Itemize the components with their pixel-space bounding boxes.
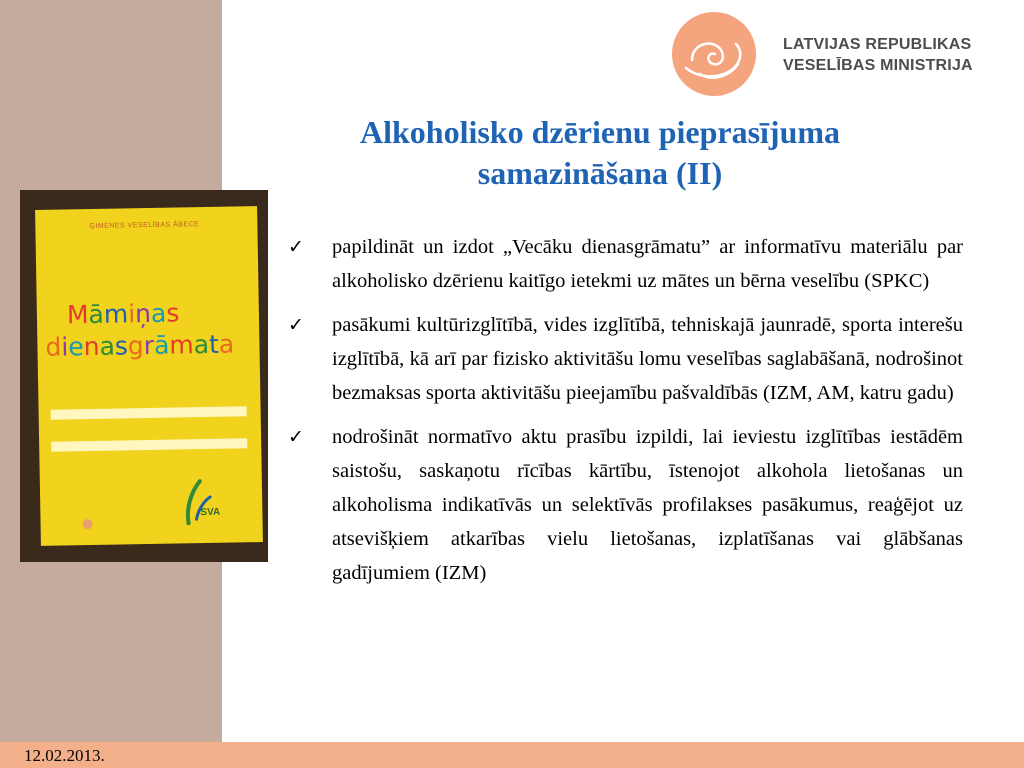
list-item: [288, 420, 963, 590]
book-title-line-1: [45, 296, 256, 332]
check-icon: ✓: [288, 314, 304, 336]
sva-leaf-icon: [180, 479, 221, 526]
book-fine-print: [39, 426, 261, 436]
book-stripe: [51, 438, 247, 451]
title-line-1: Alkoholisko dzērienu pieprasījuma: [359, 114, 841, 150]
book-title-letter: e: [68, 332, 84, 362]
bullet-text: nodrošināt normatīvo aktu prasību izpildi, lai ieviestu izglītības iestādēm saistošu, saskaņotu rīcības kārtību, īstenojot alkohola lietošanas un alkoholisma indikatīvās un selektīvās profilakses pasākumus, reaģējot uz atsevišķiem atkarības vielu lietošanas, izplatīšanas vai glābšanas gadījumiem (IZM): [332, 426, 963, 584]
book-publisher-logo: [82, 519, 92, 529]
book-title-letter: m: [103, 299, 129, 329]
book-title-letter: i: [61, 332, 69, 362]
list-item: [288, 308, 963, 410]
book-sva-logo: SVA: [200, 506, 221, 519]
book-title-letter: a: [193, 329, 210, 360]
book-cover-photo: [20, 190, 268, 562]
book-title-letter: i: [127, 299, 136, 329]
publisher-mark-icon: [82, 519, 92, 529]
title-line-2: samazināšana (II): [477, 155, 723, 191]
bullet-text: papildināt un izdot „Vecāku dienasgrāmatu” ar informatīvu materiālu par alkoholisko dzērienu kaitīgo ietekmi uz mātes un bērna veselību (SPKC): [332, 236, 963, 292]
bullet-text: pasākumi kultūrizglītībā, vides izglītībā, tehniskajā jaunradē, sporta interešu izglītībā, kā arī par fizisko aktivitāšu lomu veselības saglabāšanā, nodrošinot bezmaksas sporta aktivitāšu pieejamību pašvaldībās (IZM, AM, katru gadu): [332, 314, 963, 404]
book-title-letter: d: [45, 332, 62, 362]
book-title-letter: a: [99, 331, 116, 361]
book-title-letter: s: [166, 298, 180, 328]
book-title-letter: t: [208, 329, 220, 359]
book-cover: [35, 206, 263, 546]
check-icon: ✓: [288, 236, 304, 258]
book-title-letter: s: [114, 331, 129, 361]
book-title: [45, 296, 256, 364]
list-item: [288, 230, 963, 298]
book-title-letter: m: [169, 330, 194, 360]
slide-date: 12.02.2013.: [24, 746, 105, 765]
book-title-letter: a: [218, 329, 235, 359]
bullet-list: [288, 230, 963, 600]
logo-line-2: VESELĪBAS MINISTRIJA: [783, 57, 973, 74]
slide-title: [280, 112, 920, 194]
book-title-line-2: [45, 328, 256, 364]
ministry-logo-icon: [672, 12, 756, 96]
footer-bar: [0, 742, 1024, 768]
book-title-letter: n: [83, 331, 100, 362]
book-title-letter: a: [150, 298, 167, 328]
book-title-letter: M: [66, 300, 89, 330]
logo-line-1: LATVIJAS REPUBLIKAS: [783, 36, 972, 53]
book-title-letter: r: [143, 330, 155, 361]
book-title-letter: ņ: [134, 298, 152, 329]
book-title-letter: g: [127, 331, 145, 361]
book-fine-print: [39, 458, 261, 468]
book-stripe: [51, 406, 247, 419]
book-header: ĢIMENES VESELĪBAS ĀBECE: [89, 221, 200, 231]
ministry-logo-text: [783, 34, 973, 76]
book-title-letter: ā: [153, 330, 170, 360]
book-title-letter: ā: [88, 299, 105, 330]
check-icon: ✓: [288, 426, 304, 448]
